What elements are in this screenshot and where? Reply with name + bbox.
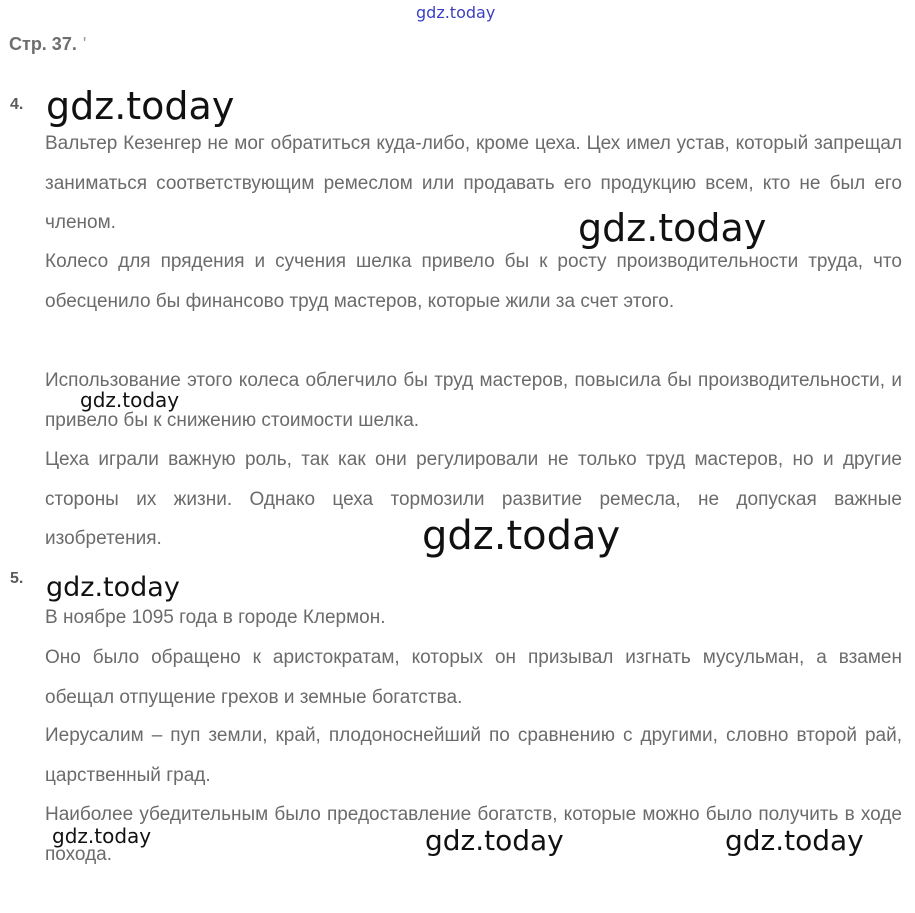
task-5-paragraph-3: Иерусалим – пуп земли, край, плодоноснейший по сравнению с другими, словно второй рай, царственный град. xyxy=(45,725,902,786)
task-number-4: 4. xyxy=(10,96,24,113)
watermark-medium-3: gdz.today xyxy=(725,824,864,857)
watermark-medium-2: gdz.today xyxy=(425,824,564,857)
watermark-small-2: gdz.today xyxy=(52,824,152,848)
page-number: Стр. 37. xyxy=(9,34,77,54)
watermark-small-1: gdz.today xyxy=(80,388,180,412)
watermark-large-2: gdz.today xyxy=(578,206,767,250)
watermark-top: gdz.today xyxy=(416,3,496,22)
task-4-paragraph-3: Использование этого колеса облегчило бы труд мастеров, повысила бы производительности, и привело бы к снижению стоимости шелка. xyxy=(45,370,902,431)
page-tick-mark: ' xyxy=(82,34,87,54)
task-number-5: 5. xyxy=(10,570,24,587)
task-4-paragraph-2: Колесо для прядения и сучения шелка привело бы к росту производительности труда, что обесценило бы финансово труд мастеров, которые жили за счет этого. xyxy=(45,251,902,312)
watermark-large-1: gdz.today xyxy=(46,84,235,128)
watermark-medium-1: gdz.today xyxy=(46,572,180,603)
watermark-large-3: gdz.today xyxy=(422,513,621,559)
task-4-paragraph-1: Вальтер Кезенгер не мог обратиться куда-либо, кроме цеха. Цех имел устав, который запрещал заниматься соответствующим ремеслом или продавать его продукцию всем, кто не был его членом. xyxy=(45,133,902,233)
page-header xyxy=(9,34,86,55)
task-5-paragraph-4: Наиболее убедительным было предоставление богатств, которые можно было получить в ходе похода. xyxy=(45,804,902,865)
task-5-paragraph-1: В ноябре 1095 года в городе Клермон. xyxy=(45,607,386,628)
task-5-paragraph-2: Оно было обращено к аристократам, которых он призывал изгнать мусульман, а взамен обещал отпущение грехов и земные богатства. xyxy=(45,647,902,708)
task-4-paragraph-4: Цеха играли важную роль, так как они регулировали не только труд мастеров, но и другие стороны их жизни. Однако цеха тормозили развитие ремесла, не допуская важные изобретения. xyxy=(45,449,902,549)
